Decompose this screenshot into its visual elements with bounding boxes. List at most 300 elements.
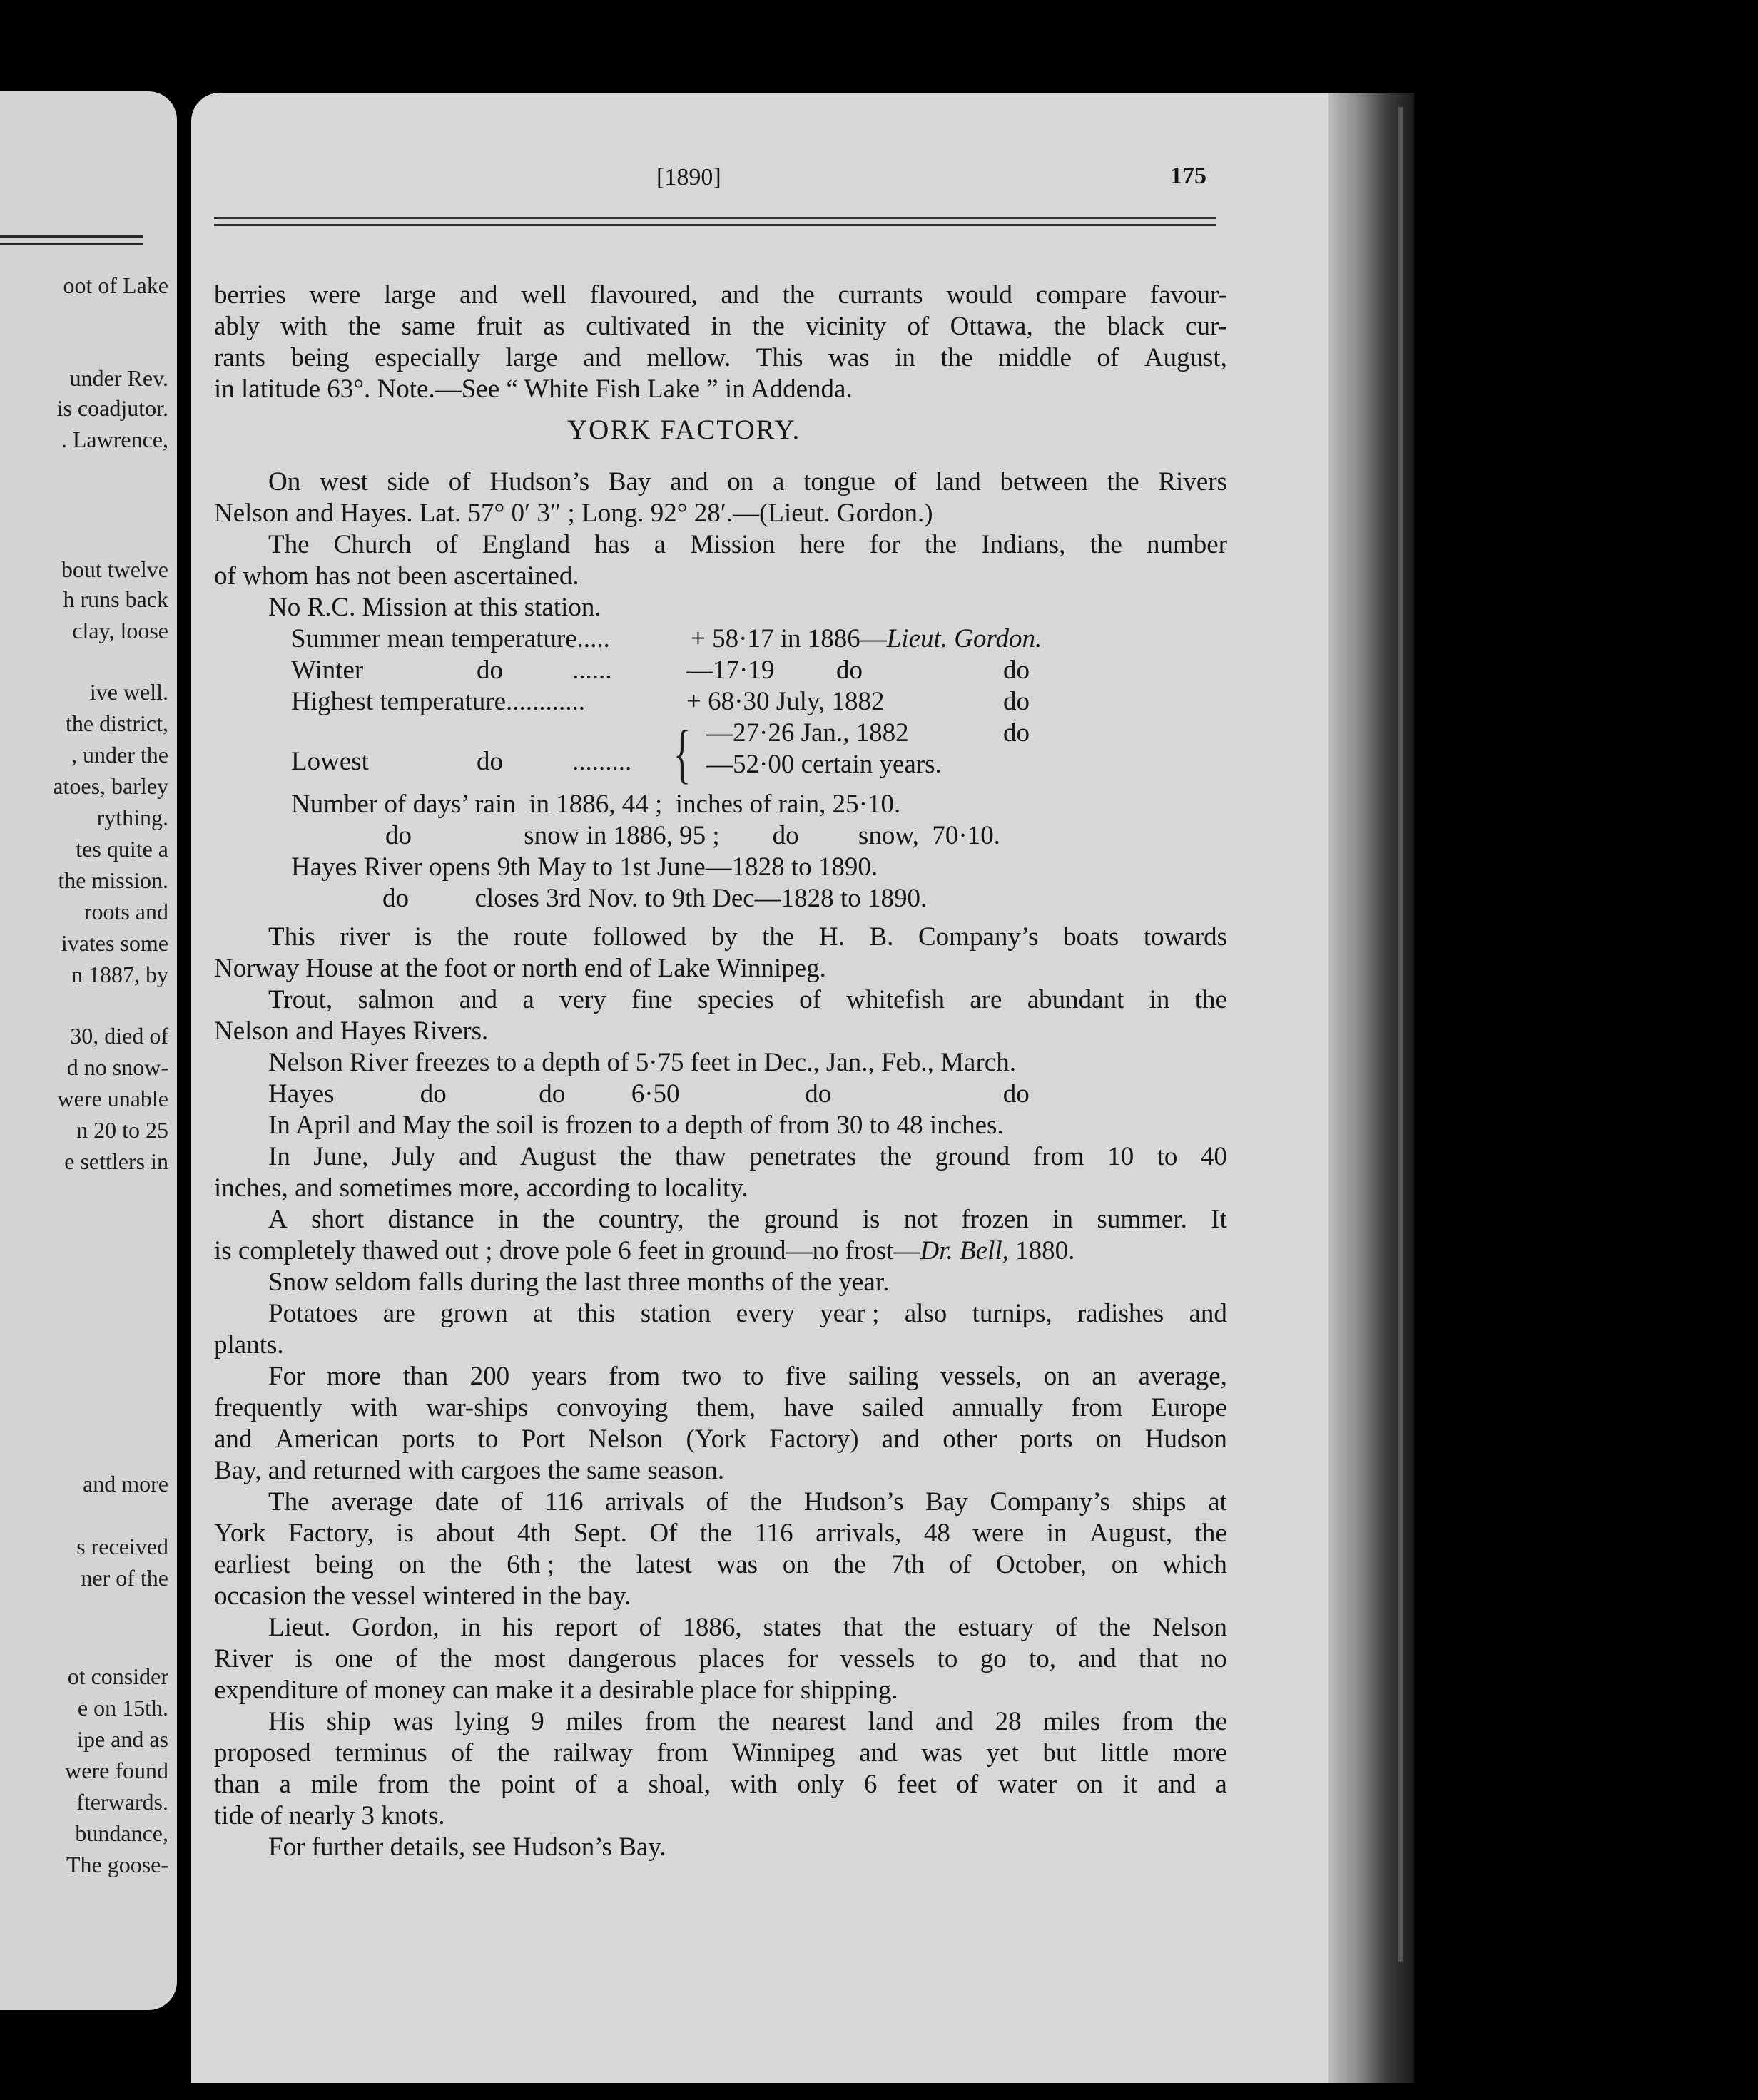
word: of — [706, 1487, 728, 1517]
word: grown — [440, 1299, 508, 1328]
word: boats — [1063, 922, 1119, 952]
word: whitefish — [846, 985, 945, 1014]
climate-value: + 68·30 July, 1882 — [686, 687, 885, 716]
word: the — [717, 1707, 751, 1736]
facing-page-line: The goose- — [66, 1852, 168, 1877]
word: On — [268, 467, 301, 496]
word: on — [1111, 1550, 1138, 1579]
text-line: Hayes do do 6·50 do do — [268, 1079, 1030, 1108]
word: for — [787, 1644, 818, 1673]
word: of — [448, 467, 471, 496]
word: Port — [521, 1424, 566, 1454]
word: This — [268, 922, 315, 952]
word: sailed — [862, 1393, 924, 1422]
text-line — [268, 529, 1227, 561]
text-line: plants. — [214, 1330, 284, 1360]
word: of — [395, 1644, 417, 1673]
word: ports — [402, 1424, 455, 1454]
facing-page-line: , under the — [71, 742, 168, 768]
word: other — [942, 1424, 997, 1454]
word: five — [785, 1362, 827, 1391]
word: the — [542, 1205, 575, 1234]
word: in — [711, 312, 732, 341]
word: ground — [763, 1205, 839, 1234]
word: England — [482, 530, 571, 559]
word: salmon — [357, 985, 435, 1014]
facing-page-line: ipe and as — [77, 1726, 168, 1752]
word: of — [894, 467, 917, 496]
text-line — [268, 1141, 1227, 1173]
word: date — [435, 1487, 479, 1517]
word: no — [1200, 1644, 1227, 1673]
facing-page-line: ive well. — [89, 679, 168, 705]
word: are — [970, 985, 1002, 1014]
word: the — [782, 280, 815, 310]
word: with — [350, 1393, 398, 1422]
word: Rivers — [1158, 467, 1227, 496]
climate-label: Winter — [291, 656, 364, 685]
climate-note: do — [836, 656, 863, 685]
word: especially — [375, 343, 481, 372]
word: years — [531, 1362, 587, 1391]
word: average — [331, 1487, 414, 1517]
word: Factory) — [769, 1424, 859, 1454]
word: cur- — [1185, 312, 1227, 341]
word: annually — [952, 1393, 1043, 1422]
word: penetrates — [749, 1142, 857, 1171]
word: was — [921, 1738, 962, 1768]
facing-page-line: the district, — [66, 710, 168, 736]
word: 9 — [531, 1707, 544, 1736]
word: and — [859, 1738, 898, 1768]
climate-credit: Lieut. Gordon. — [886, 624, 1042, 653]
word: and — [459, 985, 498, 1014]
word: Gordon, — [352, 1613, 440, 1642]
word: and — [935, 1707, 974, 1736]
word: 4th — [517, 1519, 552, 1548]
section-title: YORK FACTORY. — [567, 414, 801, 445]
word: and — [721, 280, 759, 310]
word: is — [396, 1519, 414, 1548]
word: fine — [631, 985, 673, 1014]
word: his — [502, 1613, 534, 1642]
word: as — [543, 312, 565, 341]
word: Company’s — [918, 922, 1039, 952]
word: The — [268, 1487, 310, 1517]
word: a — [616, 1770, 629, 1799]
word: most — [494, 1644, 546, 1673]
climate-note-line: Number of days’ rain in 1886, 44 ; inches of rain, 25·10. — [291, 790, 901, 819]
word: Bay — [925, 1487, 968, 1517]
word: of — [435, 530, 458, 559]
climate-value: —52·00 certain years. — [706, 750, 942, 779]
word: this — [577, 1299, 616, 1328]
word: June, — [313, 1142, 369, 1171]
word: summer. — [1097, 1205, 1187, 1234]
word: earliest — [214, 1550, 290, 1579]
facing-page-line: ivates some — [61, 930, 168, 956]
word: distance — [387, 1205, 474, 1234]
text-line: tide of nearly 3 knots. — [214, 1801, 445, 1830]
word: convoying — [557, 1393, 669, 1422]
word: the — [497, 1738, 530, 1768]
climate-value: + 58·17 in 1886—Lieut. Gordon. — [691, 624, 1042, 653]
facing-page-line: n 20 to 25 — [76, 1117, 168, 1143]
word: October, — [996, 1550, 1087, 1579]
text-line — [214, 342, 1227, 374]
word: on — [727, 467, 754, 496]
facing-page-line: were found — [65, 1758, 168, 1783]
word: and — [214, 1424, 253, 1454]
facing-page-line: rything. — [96, 805, 168, 830]
text-line — [268, 984, 1227, 1016]
word: west — [319, 467, 368, 496]
word: of — [1097, 343, 1119, 372]
word: a — [654, 530, 666, 559]
word: of — [907, 312, 930, 341]
word: on — [1095, 1424, 1122, 1454]
word: 116 — [544, 1487, 584, 1517]
word: Hudson — [1144, 1424, 1227, 1454]
word: miles — [566, 1707, 624, 1736]
word: vicinity — [806, 312, 887, 341]
word: on — [782, 1550, 809, 1579]
word: of — [500, 1487, 523, 1517]
word: Company’s — [990, 1487, 1110, 1517]
word: and — [583, 343, 621, 372]
word: from — [1071, 1393, 1123, 1422]
word: His — [268, 1707, 305, 1736]
word: radishes — [1077, 1299, 1164, 1328]
word: land — [868, 1707, 914, 1736]
word: Hudson’s — [803, 1487, 904, 1517]
word: were — [309, 280, 361, 310]
word: the — [1194, 985, 1227, 1014]
text-line — [268, 1204, 1227, 1235]
word: Europe — [1151, 1393, 1227, 1422]
word: than — [214, 1770, 260, 1799]
word: in — [1149, 985, 1170, 1014]
word: more — [1172, 1738, 1227, 1768]
climate-sub: do — [477, 656, 503, 685]
word: This — [756, 343, 803, 372]
word: of — [949, 1550, 972, 1579]
word: the — [449, 1550, 482, 1579]
word: and — [459, 1142, 497, 1171]
word: at — [533, 1299, 552, 1328]
word: not — [903, 1205, 938, 1234]
word: August, — [1144, 343, 1227, 372]
word: to — [477, 1424, 499, 1454]
word: and — [670, 467, 708, 496]
word: side — [387, 467, 430, 496]
word: station — [640, 1299, 711, 1328]
word: is — [862, 1205, 880, 1234]
text-line: Bay, and returned with cargoes the same season. — [214, 1456, 725, 1485]
word: which — [1162, 1550, 1227, 1579]
word: the — [457, 922, 489, 952]
word: on — [1043, 1362, 1070, 1391]
facing-page-line: is coadjutor. — [56, 395, 168, 421]
text-line: of whom has not been ascertained. — [214, 561, 579, 591]
text-line: occasion the vessel wintered in the bay. — [214, 1581, 631, 1611]
word: Winnipeg — [732, 1738, 835, 1768]
climate-label: Highest temperature............ — [291, 687, 586, 716]
word: frozen — [961, 1205, 1029, 1234]
facing-page-rule — [0, 243, 143, 245]
word: dangerous — [568, 1644, 677, 1673]
word: here — [799, 530, 845, 559]
word: 7th — [890, 1550, 925, 1579]
word: was — [392, 1707, 434, 1736]
facing-page-line: oot of Lake — [63, 272, 168, 298]
word: arrivals, — [816, 1519, 902, 1548]
word: abundant — [1027, 985, 1124, 1014]
word: the — [1194, 1519, 1227, 1548]
word: berries — [214, 280, 286, 310]
word: is — [414, 922, 432, 952]
word: have — [783, 1393, 834, 1422]
facing-page-line: e on 15th. — [77, 1695, 168, 1721]
word: fruit — [477, 312, 522, 341]
header-rule — [214, 217, 1216, 219]
word: a — [522, 985, 534, 1014]
word: of — [956, 1770, 979, 1799]
word: 116 — [754, 1519, 793, 1548]
text-line: Nelson and Hayes. Lat. 57° 0′ 3″ ; Long. 92° 28′.—(Lieut. Gordon.) — [214, 499, 933, 528]
facing-page-line: fterwards. — [76, 1789, 168, 1815]
word: sailing — [848, 1362, 919, 1391]
facing-page-line: clay, loose — [72, 618, 168, 643]
word: to — [1157, 1142, 1178, 1171]
facing-page-line: and more — [83, 1471, 168, 1497]
facing-page-line: the mission. — [58, 867, 168, 893]
facing-page-line: under Rev. — [69, 365, 168, 391]
word: vessels — [840, 1644, 915, 1673]
word: but — [1042, 1738, 1077, 1768]
word: states — [763, 1613, 822, 1642]
word: Church — [333, 530, 412, 559]
text-line — [268, 467, 1227, 498]
word: large — [384, 280, 437, 310]
word: Potatoes — [268, 1299, 358, 1328]
word: Ottawa, — [950, 312, 1033, 341]
word: vessels, — [940, 1362, 1022, 1391]
word: from — [644, 1707, 696, 1736]
word: from — [377, 1770, 430, 1799]
word: in — [1046, 1519, 1067, 1548]
word: Mission — [690, 530, 776, 559]
facing-page — [0, 91, 177, 2010]
word: the — [1107, 467, 1139, 496]
word: lying — [454, 1707, 509, 1736]
lowest-dots: ......... — [572, 747, 632, 776]
text-line: For further details, see Hudson’s Bay. — [268, 1833, 666, 1862]
word: year ; — [820, 1299, 880, 1328]
word: and — [1189, 1299, 1227, 1328]
word: yet — [986, 1738, 1019, 1768]
climate-value: —17·19 — [686, 656, 775, 685]
word: that — [1139, 1644, 1179, 1673]
word: were — [972, 1519, 1025, 1548]
climate-value: —27·26 Jan., 1882 — [706, 718, 909, 748]
word: the — [579, 1550, 611, 1579]
climate-note-line: Hayes River opens 9th May to 1st June—1828 to 1890. — [291, 852, 878, 882]
word: in — [1052, 1205, 1074, 1234]
word: American — [275, 1424, 380, 1454]
word: 28 — [995, 1707, 1022, 1736]
facing-page-line: 30, died of — [70, 1023, 168, 1049]
text-line — [214, 311, 1227, 342]
text-line — [214, 1424, 1227, 1455]
word: being — [290, 343, 350, 372]
facing-page-line: e settlers in — [64, 1148, 168, 1174]
text-line: expenditure of money can make it a desirable place for shipping. — [214, 1676, 898, 1705]
word: July — [391, 1142, 436, 1171]
facing-page-line: h runs back — [63, 586, 168, 612]
running-head: [1890] — [656, 164, 721, 190]
word: A — [268, 1205, 288, 1234]
word: rants — [214, 343, 265, 372]
word: 40 — [1200, 1142, 1227, 1171]
text-line — [214, 1738, 1227, 1769]
word: Indians, — [981, 530, 1066, 559]
word: In — [268, 1142, 290, 1171]
word: number — [1146, 530, 1227, 559]
facing-page-line: ner of the — [81, 1565, 168, 1591]
facing-page-line: ot consider — [67, 1663, 168, 1689]
word: on — [398, 1550, 425, 1579]
word: and — [459, 280, 498, 310]
word: 6th ; — [507, 1550, 554, 1579]
word: from — [1122, 1707, 1174, 1736]
word: route — [513, 922, 568, 952]
word: Factory, — [288, 1519, 374, 1548]
word: in — [460, 1613, 482, 1642]
word: shoal, — [648, 1770, 711, 1799]
word: favour- — [1149, 280, 1227, 310]
word: more — [326, 1362, 381, 1391]
lowest-label: Lowest — [291, 747, 369, 776]
word: in — [895, 343, 915, 372]
facing-page-line: . Lawrence, — [61, 427, 168, 452]
text-line — [268, 1361, 1227, 1392]
word: the — [707, 1205, 741, 1234]
word: the — [940, 343, 973, 372]
word: from — [609, 1362, 661, 1391]
facing-page-line: s received — [76, 1534, 168, 1559]
text-line — [214, 1392, 1227, 1424]
word: Of — [649, 1519, 678, 1548]
word: feet — [897, 1770, 937, 1799]
climate-note-line: do snow in 1886, 95 ; do snow, 70·10. — [385, 821, 1000, 850]
text-line — [268, 1706, 1227, 1738]
word: arrivals — [605, 1487, 684, 1517]
word: the — [924, 530, 957, 559]
climate-label: Summer mean temperature..... — [291, 624, 610, 653]
word: H. — [818, 922, 845, 952]
facing-page-rule — [0, 235, 143, 238]
word: are — [382, 1299, 415, 1328]
word: mellow. — [646, 343, 731, 372]
word: thaw — [674, 1142, 726, 1171]
text-line: Norway House at the foot or north end of Lake Winnipeg. — [214, 954, 826, 983]
word: well — [521, 280, 566, 310]
header-rule — [214, 224, 1216, 226]
word: places — [698, 1644, 765, 1673]
word: It — [1211, 1205, 1227, 1234]
climate-credit: do — [1003, 718, 1030, 748]
word: terminus — [335, 1738, 427, 1768]
word: the — [762, 922, 795, 952]
word: report — [554, 1613, 618, 1642]
word: the — [619, 1142, 652, 1171]
word: nearest — [771, 1707, 847, 1736]
word: it — [1122, 1770, 1138, 1799]
word: August, — [1089, 1519, 1173, 1548]
word: Lieut. — [268, 1613, 331, 1642]
word: with — [280, 312, 327, 341]
word: the — [348, 312, 381, 341]
word: the — [1054, 312, 1087, 341]
word: Nelson — [1152, 1613, 1227, 1642]
word: average, — [1138, 1362, 1227, 1391]
word: the — [440, 1644, 472, 1673]
text-line: Nelson and Hayes Rivers. — [214, 1016, 489, 1046]
text-line: In April and May the soil is frozen to a depth of from 30 to 48 inches. — [268, 1111, 1004, 1140]
word: and — [1078, 1644, 1117, 1673]
word: Nelson — [588, 1424, 664, 1454]
word: a — [1215, 1770, 1227, 1799]
word: estuary — [957, 1613, 1035, 1642]
climate-note-line: do closes 3rd Nov. to 9th Dec—1828 to 1890. — [382, 884, 928, 913]
facing-page-line: roots and — [83, 899, 168, 924]
word: August — [519, 1142, 596, 1171]
word: an — [1092, 1362, 1117, 1391]
word: land — [935, 467, 981, 496]
word: 6 — [863, 1770, 878, 1799]
facing-page-line: bundance, — [75, 1820, 168, 1846]
word: the — [1098, 1613, 1132, 1642]
word: to — [743, 1362, 764, 1391]
climate-credit: do — [1003, 687, 1030, 716]
text-line — [214, 1518, 1227, 1549]
word: flavoured, — [589, 280, 698, 310]
word: about — [436, 1519, 495, 1548]
word: Hudson’s — [489, 467, 590, 496]
word: on — [1076, 1770, 1103, 1799]
word: mile — [310, 1770, 358, 1799]
word: For — [268, 1362, 305, 1391]
word: latest — [636, 1550, 692, 1579]
word: short — [311, 1205, 365, 1234]
word: black — [1107, 312, 1164, 341]
word: (York — [686, 1424, 747, 1454]
word: the — [833, 1550, 866, 1579]
word: tongue — [803, 467, 875, 496]
word: the — [699, 1519, 733, 1548]
word: the — [448, 1770, 482, 1799]
text-line — [268, 1612, 1227, 1643]
word: to, — [1029, 1644, 1057, 1673]
text-line — [214, 280, 1227, 311]
word: in — [498, 1205, 519, 1234]
word: The — [268, 530, 310, 559]
italic-credit: Dr. Bell, — [920, 1236, 1009, 1265]
word: a — [279, 1770, 291, 1799]
word: River — [214, 1644, 273, 1673]
word: railway — [553, 1738, 633, 1768]
